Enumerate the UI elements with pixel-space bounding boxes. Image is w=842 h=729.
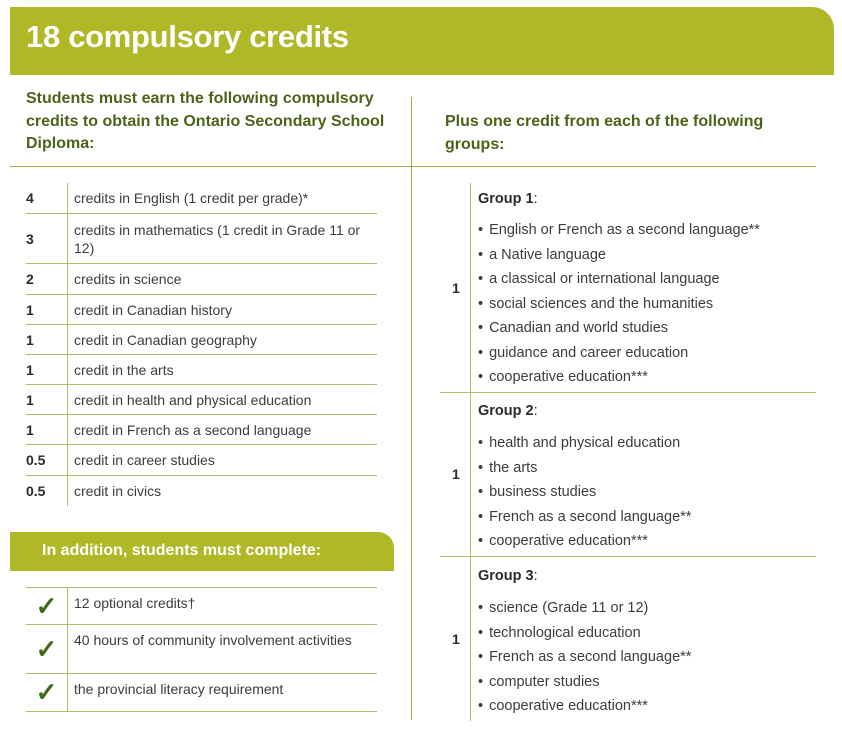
credit-row: [26, 415, 377, 445]
list-item: • cooperative education***: [478, 694, 691, 719]
credit-description: credit in career studies: [74, 452, 215, 468]
list-item: • French as a second language**: [478, 645, 691, 670]
page-title: 18 compulsory credits: [26, 19, 349, 54]
additional-requirements-header: [10, 532, 394, 571]
list-item: • English or French as a second language**: [478, 218, 760, 243]
group-column-rule: [470, 183, 471, 392]
list-item: • French as a second language**: [478, 505, 691, 530]
credit-row: [26, 295, 377, 325]
credit-description: credits in English (1 credit per grade)*: [74, 190, 309, 206]
credit-count: 1: [26, 355, 68, 384]
credit-count: 2: [26, 264, 68, 294]
list-item: • a classical or international language: [478, 267, 760, 292]
group-column-rule: [470, 393, 471, 556]
list-item: • Canadian and world studies: [478, 316, 760, 341]
list-item: • guidance and career education: [478, 341, 760, 366]
credit-count: 1: [26, 295, 68, 324]
group-title-label: Group 1: [478, 191, 534, 207]
right-header-rule: [412, 166, 816, 167]
credit-count: 1: [26, 415, 68, 444]
list-item: • technological education: [478, 621, 691, 646]
group-credit-count: 1: [452, 280, 460, 296]
list-item: • cooperative education***: [478, 365, 760, 390]
intro-heading: Students must earn the following compulsory credits to obtain the Ontario Secondary School Diploma:: [26, 90, 385, 152]
credit-description: credit in Canadian geography: [74, 331, 257, 348]
groups-heading: Plus one credit from each of the following groups:: [445, 113, 764, 153]
list-item: • science (Grade 11 or 12): [478, 596, 691, 621]
credit-description: credit in Canadian history: [74, 301, 232, 318]
additional-requirements-title: In addition, students must complete:: [42, 542, 322, 559]
credit-count: 4: [26, 183, 68, 213]
group-column-rule: [470, 557, 471, 721]
credit-description: credit in health and physical education: [74, 391, 312, 408]
group-1: [440, 183, 816, 392]
title-banner: [10, 7, 834, 75]
group-2: [440, 393, 816, 556]
requirement-text: the provincial literacy requirement: [74, 681, 284, 697]
credit-count: 3: [26, 214, 68, 263]
group-title-colon: :: [533, 191, 538, 207]
credit-row: [26, 214, 377, 264]
list-item: • social sciences and the humanities: [478, 292, 760, 317]
requirement-row: [26, 625, 377, 674]
requirement-row: [26, 674, 377, 712]
credit-count: 0.5: [26, 445, 68, 475]
list-item: • computer studies: [478, 670, 691, 695]
credit-description: credits in science: [74, 271, 182, 287]
credit-row: [26, 183, 377, 214]
group-subject-list: [478, 431, 691, 554]
group-title-label: Group 3: [478, 568, 534, 584]
credit-row: [26, 325, 377, 355]
list-item: • the arts: [478, 456, 691, 481]
credit-row: [26, 445, 377, 476]
group-subject-list: [478, 218, 760, 390]
group-title-colon: :: [533, 403, 538, 419]
group-title: [478, 403, 538, 419]
credit-count: 0.5: [26, 476, 68, 506]
group-credit-count: 1: [452, 466, 460, 482]
group-title-label: Group 2: [478, 403, 534, 419]
group-title: [478, 568, 538, 584]
credit-count: 1: [26, 385, 68, 414]
credit-description: credit in civics: [74, 483, 162, 499]
requirement-row: [26, 588, 377, 625]
credit-description: credits in mathematics (1 credit in Grade 11 or 12): [74, 221, 361, 256]
group-title: [478, 191, 538, 207]
credit-count: 1: [26, 325, 68, 354]
group-subject-list: [478, 596, 691, 719]
credit-row: [26, 264, 377, 295]
checkmark-icon: ✓: [26, 588, 68, 624]
list-item: • a Native language: [478, 243, 760, 268]
list-item: • health and physical education: [478, 431, 691, 456]
credit-row: [26, 355, 377, 385]
column-divider: [411, 97, 412, 720]
checkmark-icon: ✓: [26, 625, 68, 673]
list-item: • cooperative education***: [478, 529, 691, 554]
left-header-rule: [10, 166, 412, 167]
checkmark-icon: ✓: [26, 674, 68, 711]
credit-description: credit in the arts: [74, 361, 174, 378]
list-item: • business studies: [478, 480, 691, 505]
requirement-text: 12 optional credits†: [74, 595, 196, 611]
group-title-colon: :: [533, 568, 538, 584]
group-3: [440, 557, 816, 721]
credit-description: credit in French as a second language: [74, 421, 312, 438]
requirement-text: 40 hours of community involvement activities: [74, 632, 352, 648]
credit-row: [26, 476, 377, 506]
credit-row: [26, 385, 377, 415]
group-credit-count: 1: [452, 631, 460, 647]
